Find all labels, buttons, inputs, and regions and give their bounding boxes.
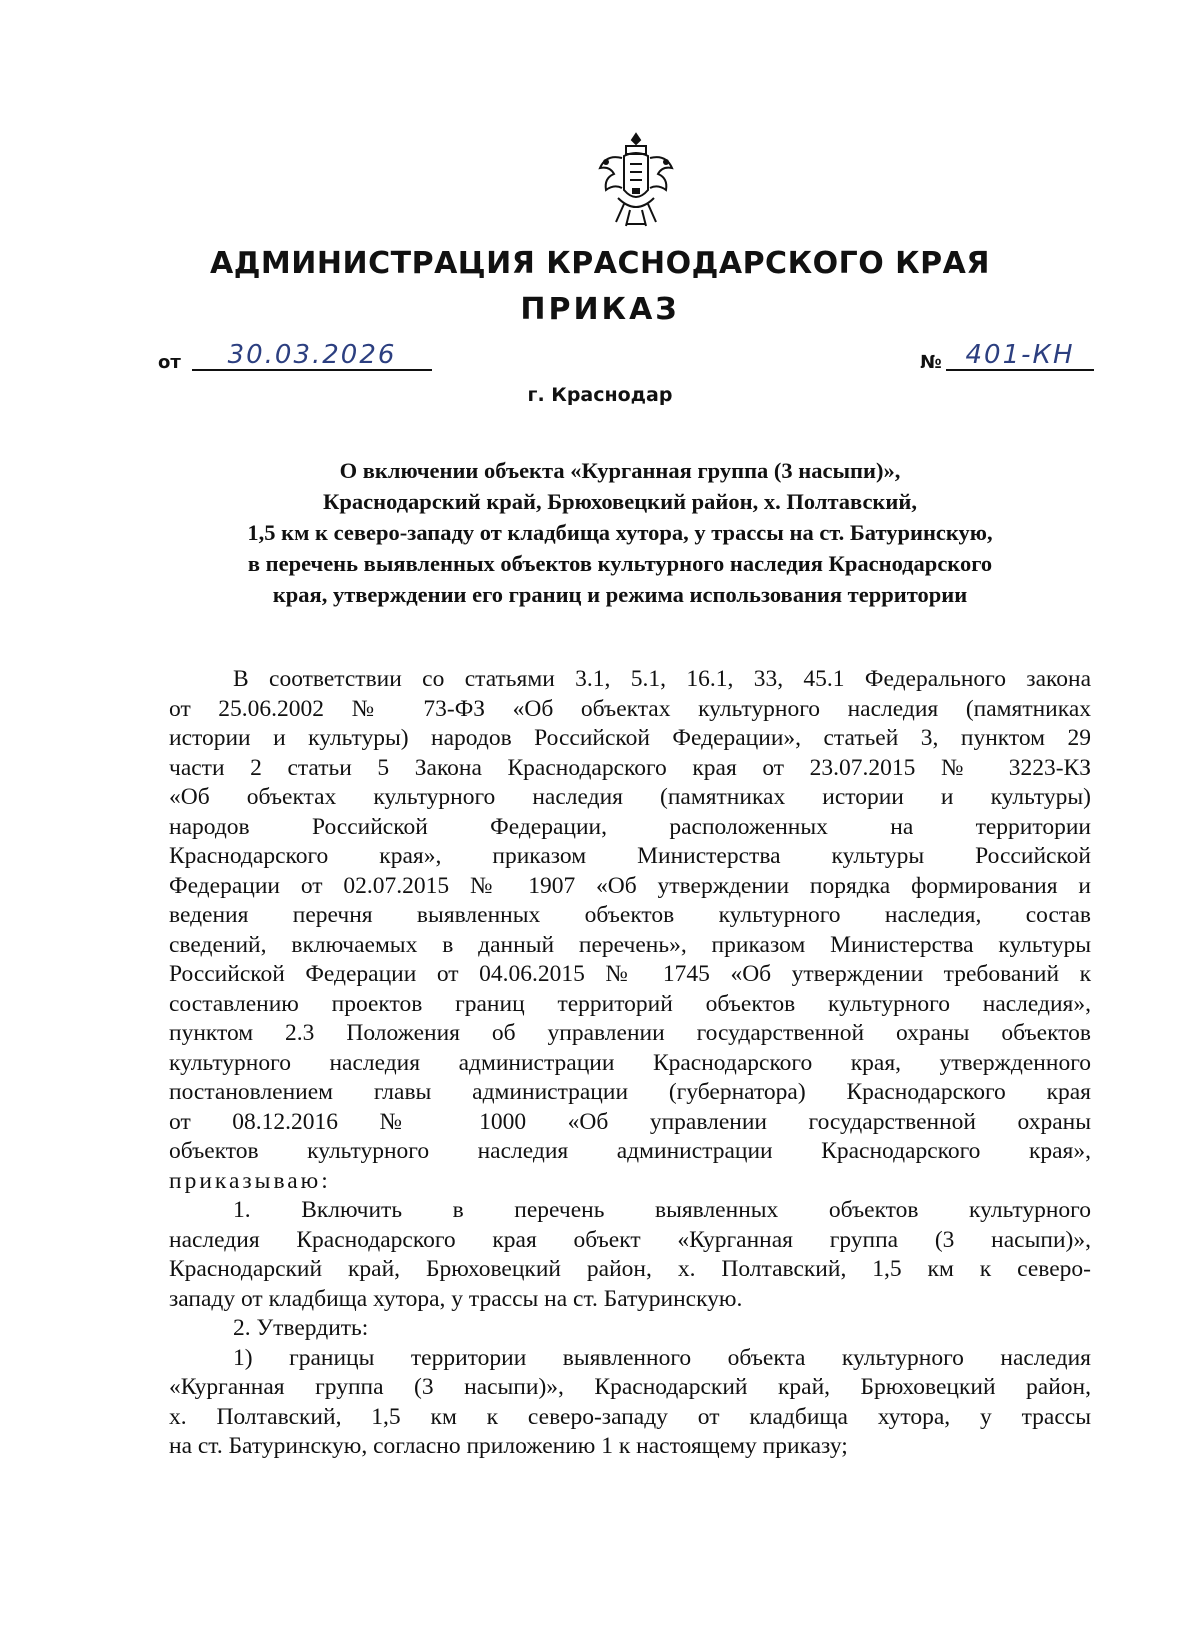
title-line: О включении объекта «Курганная группа (3 насыпи)»,	[339, 458, 901, 483]
number-field: 401-КН	[946, 341, 1094, 371]
body-line-order-word: приказываю:	[169, 1167, 331, 1194]
document-body	[169, 665, 1091, 1462]
body-line: части 2 статьи 5 Закона Краснодарского края от 23.07.2015 № 3223-КЗ	[169, 754, 1091, 781]
body-line: «Об объектах культурного наследия (памятниках истории и культуры)	[169, 784, 1091, 810]
body-line: Федерации от 02.07.2015 № 1907 «Об утверждении порядка формирования и	[169, 872, 1091, 899]
body-line: пунктом 2.3 Положения об управлении государственной охраны объектов	[169, 1020, 1091, 1046]
body-line: Российской Федерации от 04.06.2015 № 1745 «Об утверждении требований к	[169, 961, 1091, 987]
body-line: наследия Краснодарского края объект «Курганная группа (3 насыпи)»,	[169, 1226, 1091, 1253]
body-line: народов Российской Федерации, расположенных на территории	[169, 813, 1091, 840]
organization-name: АДМИНИСТРАЦИЯ КРАСНОДАРСКОГО КРАЯ	[210, 246, 990, 281]
body-line: на ст. Батуринскую, согласно приложению 1 к настоящему приказу;	[169, 1433, 848, 1459]
date-label: от	[158, 352, 181, 373]
document-title	[150, 455, 1090, 610]
body-line: х. Полтавский, 1,5 км к северо-западу от кладбища хутора, у трассы	[169, 1403, 1091, 1430]
date-field: 30.03.2026	[192, 341, 432, 371]
body-line: постановлением главы администрации (губернатора) Краснодарского края	[169, 1079, 1091, 1105]
title-line: в перечень выявленных объектов культурного наследия Краснодарского	[247, 551, 993, 576]
body-line: В соответствии со статьями 3.1, 5.1, 16.1, 33, 45.1 Федерального закона	[233, 666, 1091, 692]
title-line: 1,5 км к северо-западу от кладбища хутора, у трассы на ст. Батуринскую,	[247, 520, 993, 545]
body-line: западу от кладбища хутора, у трассы на ст. Батуринскую.	[169, 1285, 743, 1312]
body-line: составлению проектов границ территорий объектов культурного наследия»,	[169, 990, 1091, 1017]
body-line: сведений, включаемых в данный перечень», приказом Министерства культуры	[169, 931, 1091, 958]
number-label: №	[920, 352, 942, 373]
body-line: объектов культурного наследия администрации Краснодарского края»,	[169, 1138, 1091, 1164]
body-line: 1. Включить в перечень выявленных объектов культурного	[233, 1197, 1091, 1223]
body-line: культурного наследия администрации Краснодарского края, утвержденного	[169, 1049, 1091, 1076]
body-line: 2. Утвердить:	[233, 1315, 369, 1341]
title-line: края, утверждении его границ и режима использования территории	[272, 582, 968, 607]
body-line: Краснодарского края», приказом Министерства культуры Российской	[169, 843, 1091, 869]
body-line: «Курганная группа (3 насыпи)», Краснодарский край, Брюховецкий район,	[169, 1374, 1091, 1400]
city: г. Краснодар	[527, 384, 673, 406]
body-line: Краснодарский край, Брюховецкий район, х. Полтавский, 1,5 км к северо-	[169, 1256, 1091, 1282]
body-line: от 25.06.2002 № 73-ФЗ «Об объектах культурного наследия (памятниках	[169, 695, 1091, 722]
body-line: 1) границы территории выявленного объекта культурного наследия	[233, 1344, 1091, 1371]
title-line: Краснодарский край, Брюховецкий район, х. Полтавский,	[323, 489, 917, 514]
body-line: от 08.12.2016 № 1000 «Об управлении государственной охраны	[169, 1108, 1091, 1135]
coat-of-arms-icon	[596, 132, 676, 232]
body-line: ведения перечня выявленных объектов культурного наследия, состав	[169, 902, 1091, 928]
document-type: ПРИКАЗ	[520, 292, 680, 327]
body-line: истории и культуры) народов Российской Федерации», статьей 3, пунктом 29	[169, 725, 1091, 751]
